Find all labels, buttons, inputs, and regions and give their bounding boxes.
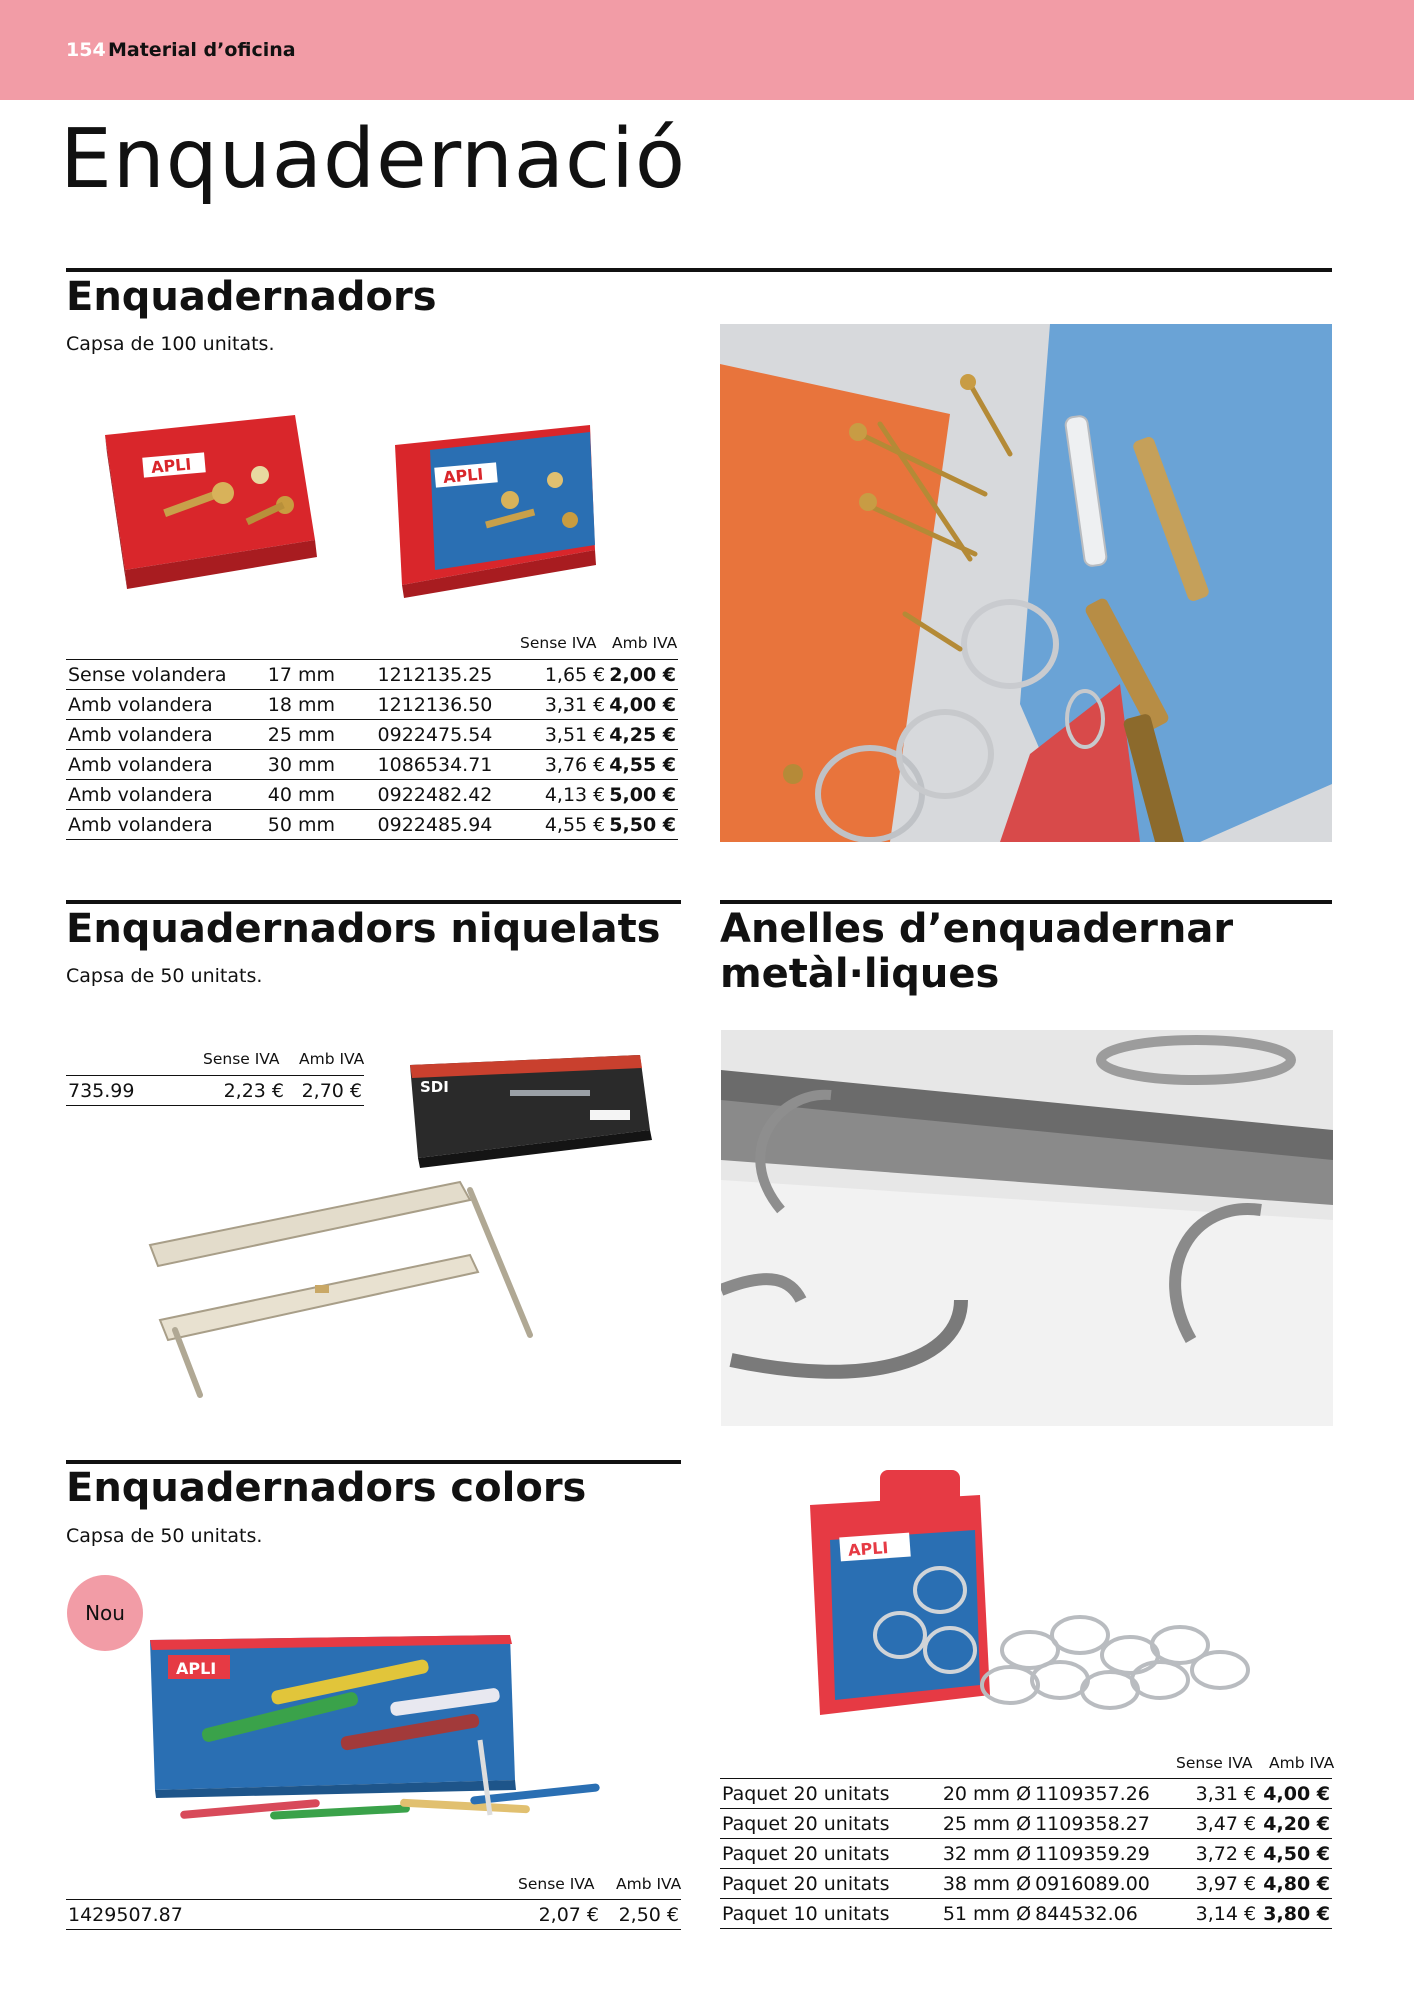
price-table-anelles [720, 1778, 1332, 1929]
product-description: Amb volandera [66, 720, 266, 750]
price-sense-iva: 3,47 € [1182, 1809, 1258, 1839]
price-amb-iva: 4,55 € [607, 750, 678, 780]
metal-rings-photo [721, 1030, 1333, 1426]
box-brand-text: APLI [150, 454, 193, 477]
product-size: 25 mm Ø [941, 1809, 1033, 1839]
product-code: 1086534.71 [376, 750, 526, 780]
col-header-sense-iva: Sense IVA [518, 1875, 595, 1893]
apli-rings-package-image [780, 1470, 1260, 1740]
table-row [720, 1869, 1332, 1899]
product-code: 0916089.00 [1033, 1869, 1182, 1899]
product-code: 1429507.87 [66, 1900, 506, 1930]
section-subtitle: Capsa de 50 unitats. [66, 965, 263, 987]
price-sense-iva: 2,07 € [506, 1900, 601, 1930]
product-description: Paquet 20 unitats [720, 1779, 941, 1809]
page-number: 154 [66, 39, 106, 61]
section-title-anelles-line2: metàl·liques [720, 951, 1000, 997]
product-description: Amb volandera [66, 750, 266, 780]
price-amb-iva: 4,20 € [1258, 1809, 1332, 1839]
product-size: 20 mm Ø [941, 1779, 1033, 1809]
price-amb-iva: 4,25 € [607, 720, 678, 750]
col-header-amb-iva: Amb IVA [616, 1875, 682, 1893]
product-size: 25 mm [266, 720, 376, 750]
product-code: 1212136.50 [376, 690, 526, 720]
product-code: 1109358.27 [1033, 1809, 1182, 1839]
box-brand-text: APLI [176, 1659, 217, 1678]
section-subtitle: Capsa de 100 unitats. [66, 333, 275, 355]
product-description: Amb volandera [66, 690, 266, 720]
product-size: 30 mm [266, 750, 376, 780]
section-divider [66, 900, 681, 904]
price-table-niquelats [66, 1075, 364, 1106]
box-brand-text: APLI [442, 464, 485, 487]
table-row [66, 810, 678, 840]
price-amb-iva: 5,00 € [607, 780, 678, 810]
col-header-amb-iva: Amb IVA [1269, 1754, 1335, 1772]
price-amb-iva: 5,50 € [607, 810, 678, 840]
table-row [720, 1839, 1332, 1869]
section-title-colors: Enquadernadors colors [66, 1465, 587, 1511]
price-amb-iva: 4,80 € [1258, 1869, 1332, 1899]
table-row [66, 660, 678, 690]
price-amb-iva: 3,80 € [1258, 1899, 1332, 1929]
fasteners-rings-photo [720, 324, 1332, 842]
product-description: Sense volandera [66, 660, 266, 690]
price-sense-iva: 1,65 € [525, 660, 607, 690]
product-code: 1109357.26 [1033, 1779, 1182, 1809]
price-sense-iva: 3,31 € [525, 690, 607, 720]
product-code: 0922482.42 [376, 780, 526, 810]
product-description: Paquet 20 unitats [720, 1869, 941, 1899]
price-amb-iva: 4,00 € [607, 690, 678, 720]
product-size: 51 mm Ø [941, 1899, 1033, 1929]
section-title-enquadernadors: Enquadernadors [66, 274, 437, 320]
price-amb-iva: 2,70 € [286, 1076, 364, 1106]
product-description: Paquet 20 unitats [720, 1809, 941, 1839]
col-header-sense-iva: Sense IVA [203, 1050, 280, 1068]
apli-fastener-box-image-2 [390, 420, 600, 600]
price-table-enquadernadors [66, 659, 678, 840]
price-sense-iva: 3,97 € [1182, 1869, 1258, 1899]
table-row [720, 1899, 1332, 1929]
sdi-fastener-box-image [400, 1040, 680, 1170]
price-sense-iva: 3,31 € [1182, 1779, 1258, 1809]
price-sense-iva: 4,13 € [525, 780, 607, 810]
product-size: 17 mm [266, 660, 376, 690]
apli-colour-fastener-box-image [140, 1630, 630, 1840]
price-sense-iva: 3,72 € [1182, 1839, 1258, 1869]
price-table-colors [66, 1899, 681, 1930]
price-amb-iva: 2,00 € [607, 660, 678, 690]
product-description: Paquet 10 unitats [720, 1899, 941, 1929]
product-description: Paquet 20 unitats [720, 1839, 941, 1869]
new-badge: Nou [67, 1575, 143, 1651]
product-size: 50 mm [266, 810, 376, 840]
section-title-niquelats: Enquadernadors niquelats [66, 906, 661, 952]
nickel-fastener-image [140, 1170, 540, 1410]
table-row [66, 750, 678, 780]
price-sense-iva: 3,76 € [525, 750, 607, 780]
price-amb-iva: 4,50 € [1258, 1839, 1332, 1869]
box-brand-text: APLI [847, 1538, 890, 1560]
price-amb-iva: 2,50 € [601, 1900, 681, 1930]
product-size: 18 mm [266, 690, 376, 720]
product-size: 32 mm Ø [941, 1839, 1033, 1869]
section-title-anelles-line1: Anelles d’enquadernar [720, 906, 1234, 952]
table-row [66, 690, 678, 720]
table-row [720, 1809, 1332, 1839]
product-description: Amb volandera [66, 810, 266, 840]
table-row [66, 780, 678, 810]
price-sense-iva: 2,23 € [186, 1076, 286, 1106]
price-sense-iva: 3,14 € [1182, 1899, 1258, 1929]
col-header-sense-iva: Sense IVA [520, 634, 597, 652]
product-code: 0922485.94 [376, 810, 526, 840]
col-header-amb-iva: Amb IVA [299, 1050, 365, 1068]
col-header-amb-iva: Amb IVA [612, 634, 678, 652]
col-header-sense-iva: Sense IVA [1176, 1754, 1253, 1772]
product-size: 40 mm [266, 780, 376, 810]
product-description: Amb volandera [66, 780, 266, 810]
price-sense-iva: 3,51 € [525, 720, 607, 750]
price-amb-iva: 4,00 € [1258, 1779, 1332, 1809]
price-sense-iva: 4,55 € [525, 810, 607, 840]
product-code: 1212135.25 [376, 660, 526, 690]
section-subtitle: Capsa de 50 unitats. [66, 1525, 263, 1547]
product-size: 38 mm Ø [941, 1869, 1033, 1899]
table-row [66, 720, 678, 750]
product-code: 735.99 [66, 1076, 186, 1106]
apli-fastener-box-image-1 [95, 405, 325, 600]
section-divider [720, 900, 1332, 904]
product-code: 844532.06 [1033, 1899, 1182, 1929]
table-row [720, 1779, 1332, 1809]
section-divider [66, 1460, 681, 1464]
page-category: Material d’oficina [108, 39, 296, 61]
page-title: Enquadernació [60, 112, 687, 207]
product-code: 0922475.54 [376, 720, 526, 750]
section-divider [66, 268, 1332, 272]
product-code: 1109359.29 [1033, 1839, 1182, 1869]
box-brand-text: SDI [420, 1078, 449, 1096]
